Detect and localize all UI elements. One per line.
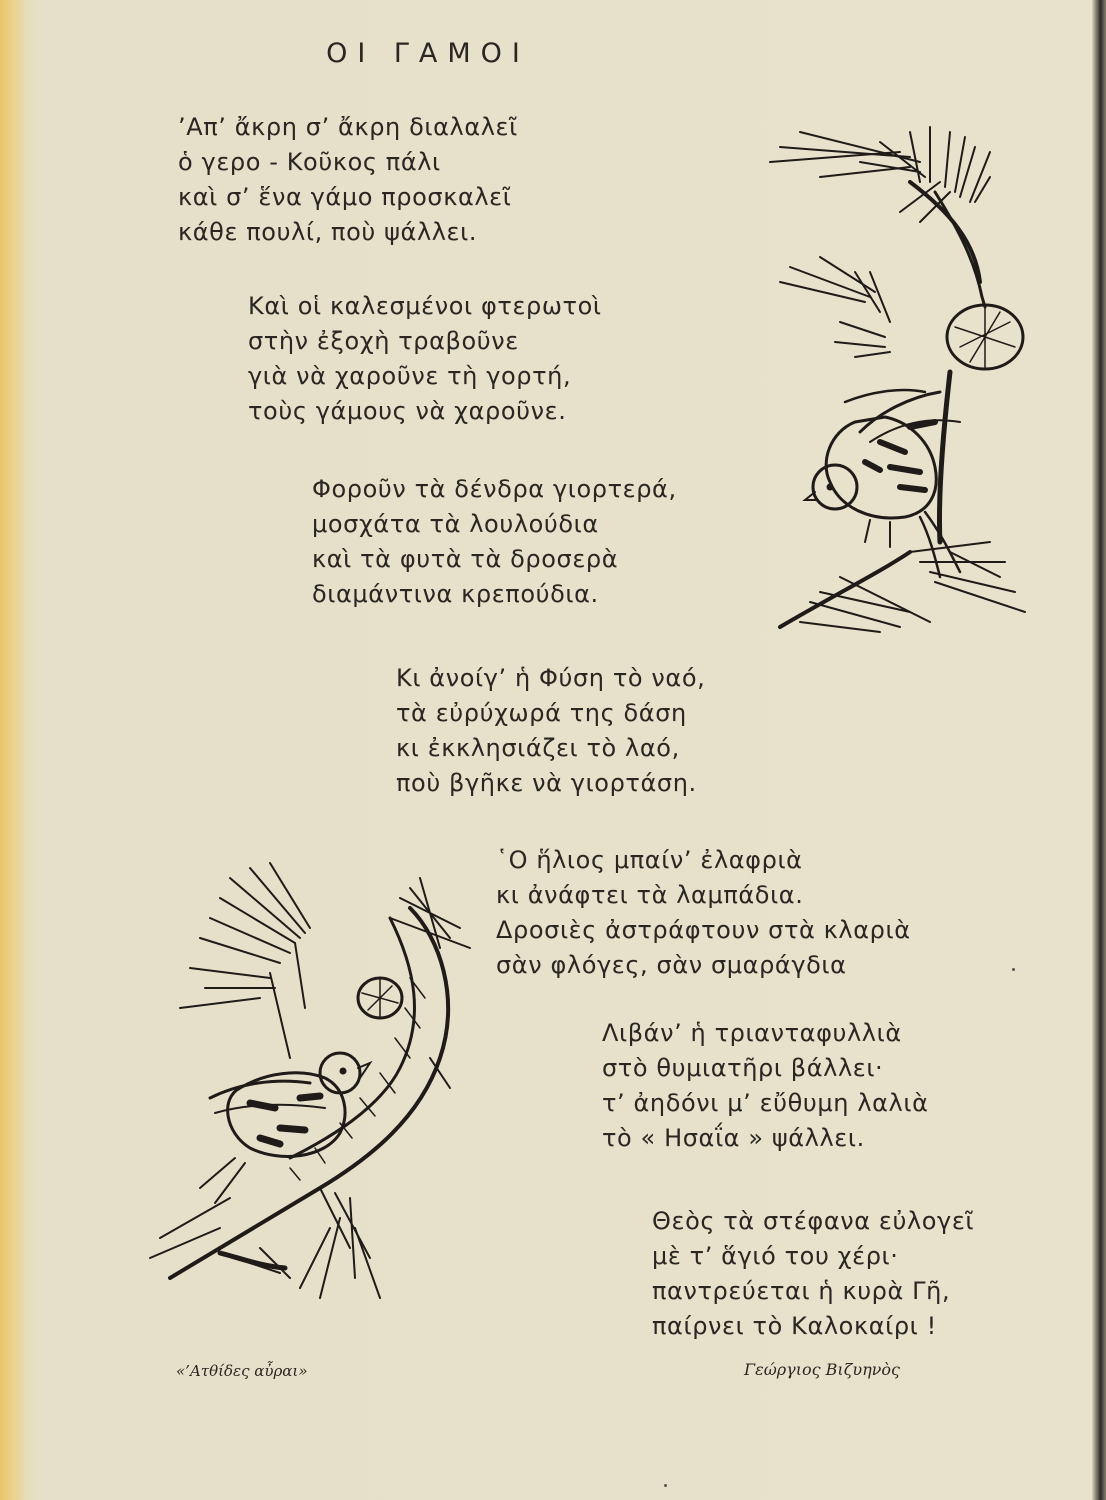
poem-line: παίρνει τὸ Καλοκαίρι ! xyxy=(652,1312,937,1340)
stanza-1 xyxy=(178,110,518,250)
poem-line: στὴν ἐξοχὴ τραβοῦνε xyxy=(248,327,519,355)
stanza-6 xyxy=(602,1016,929,1156)
poem-title: ΟΙ ΓΑΜΟΙ xyxy=(326,38,530,69)
poem-line: τοὺς γάμους νὰ χαροῦνε. xyxy=(248,397,567,425)
poem-line: καὶ τὰ φυτὰ τὰ δροσερὰ xyxy=(312,545,619,573)
poem-line: ’Απ’ ἄκρη σ’ ἄκρη διαλαλεῖ xyxy=(178,113,518,141)
stanza-7 xyxy=(652,1204,974,1344)
author-name: Γεώργιος Βιζυηνὸς xyxy=(744,1360,900,1379)
poem-line: σὰν φλόγες, σὰν σμαράγδια xyxy=(496,951,847,979)
poem-line: ῾Ο ἥλιος μπαίν’ ἐλαφριὰ xyxy=(496,846,803,874)
poem-line: τ’ ἀηδόνι μ’ εὔθυμη λαλιὰ xyxy=(602,1089,929,1117)
stanza-5 xyxy=(496,843,911,983)
source-citation: «’Ατθίδες αὖραι» xyxy=(176,1362,308,1380)
poem-line: ὁ γερο - Κοῦκος πάλι xyxy=(178,148,441,176)
poem-line: Δροσιὲς ἀστράφτουν στὰ κλαριὰ xyxy=(496,916,911,944)
poem-line: Κι ἀνοίγ’ ἡ Φύση τὸ ναό, xyxy=(396,664,706,692)
poem-line: κάθε πουλί, ποὺ ψάλλει. xyxy=(178,218,478,246)
paper-speck xyxy=(664,1484,667,1487)
bird-on-pine-branch-icon xyxy=(760,122,1035,642)
paper-speck xyxy=(1012,968,1015,971)
poem-line: τὸ « Ησαΐα » ψάλλει. xyxy=(602,1124,865,1152)
poem-line: Θεὸς τὰ στέφανα εὐλογεῖ xyxy=(652,1207,975,1235)
poem-line: Καὶ οἱ καλεσμένοι φτερωτοὶ xyxy=(248,292,602,320)
poem-line: στὸ θυμιατῆρι βάλλει· xyxy=(602,1054,884,1082)
poem-line: ποὺ βγῆκε νὰ γιορτάση. xyxy=(396,769,697,797)
stanza-4 xyxy=(396,661,705,801)
book-spine-edge xyxy=(1092,0,1106,1500)
poem-line: Φοροῦν τὰ δένδρα γιορτερά, xyxy=(312,475,677,503)
poem-line: διαμάντινα κρεπούδια. xyxy=(312,580,599,608)
poem-line: μοσχάτα τὰ λουλούδια xyxy=(312,510,599,538)
poem-line: κι ἐκκλησιάζει τὸ λαό, xyxy=(396,734,680,762)
poem-line: τὰ εὐρύχωρά της δάση xyxy=(396,699,687,727)
stanza-3 xyxy=(312,472,677,612)
stanza-2 xyxy=(248,289,602,429)
poem-line: γιὰ νὰ χαροῦνε τὴ γορτή, xyxy=(248,362,572,390)
poem-line: μὲ τ’ ἅγιό του χέρι· xyxy=(652,1242,899,1270)
poem-line: παντρεύεται ἡ κυρὰ Γῆ, xyxy=(652,1277,951,1305)
poem-line: κι ἀνάφτει τὰ λαμπάδια. xyxy=(496,881,804,909)
poem-line: καὶ σ’ ἕνα γάμο προσκαλεῖ xyxy=(178,183,512,211)
poem-line: Λιβάν’ ἡ τριανταφυλλιὰ xyxy=(602,1019,902,1047)
bird-on-pine-branch-icon xyxy=(140,858,480,1323)
